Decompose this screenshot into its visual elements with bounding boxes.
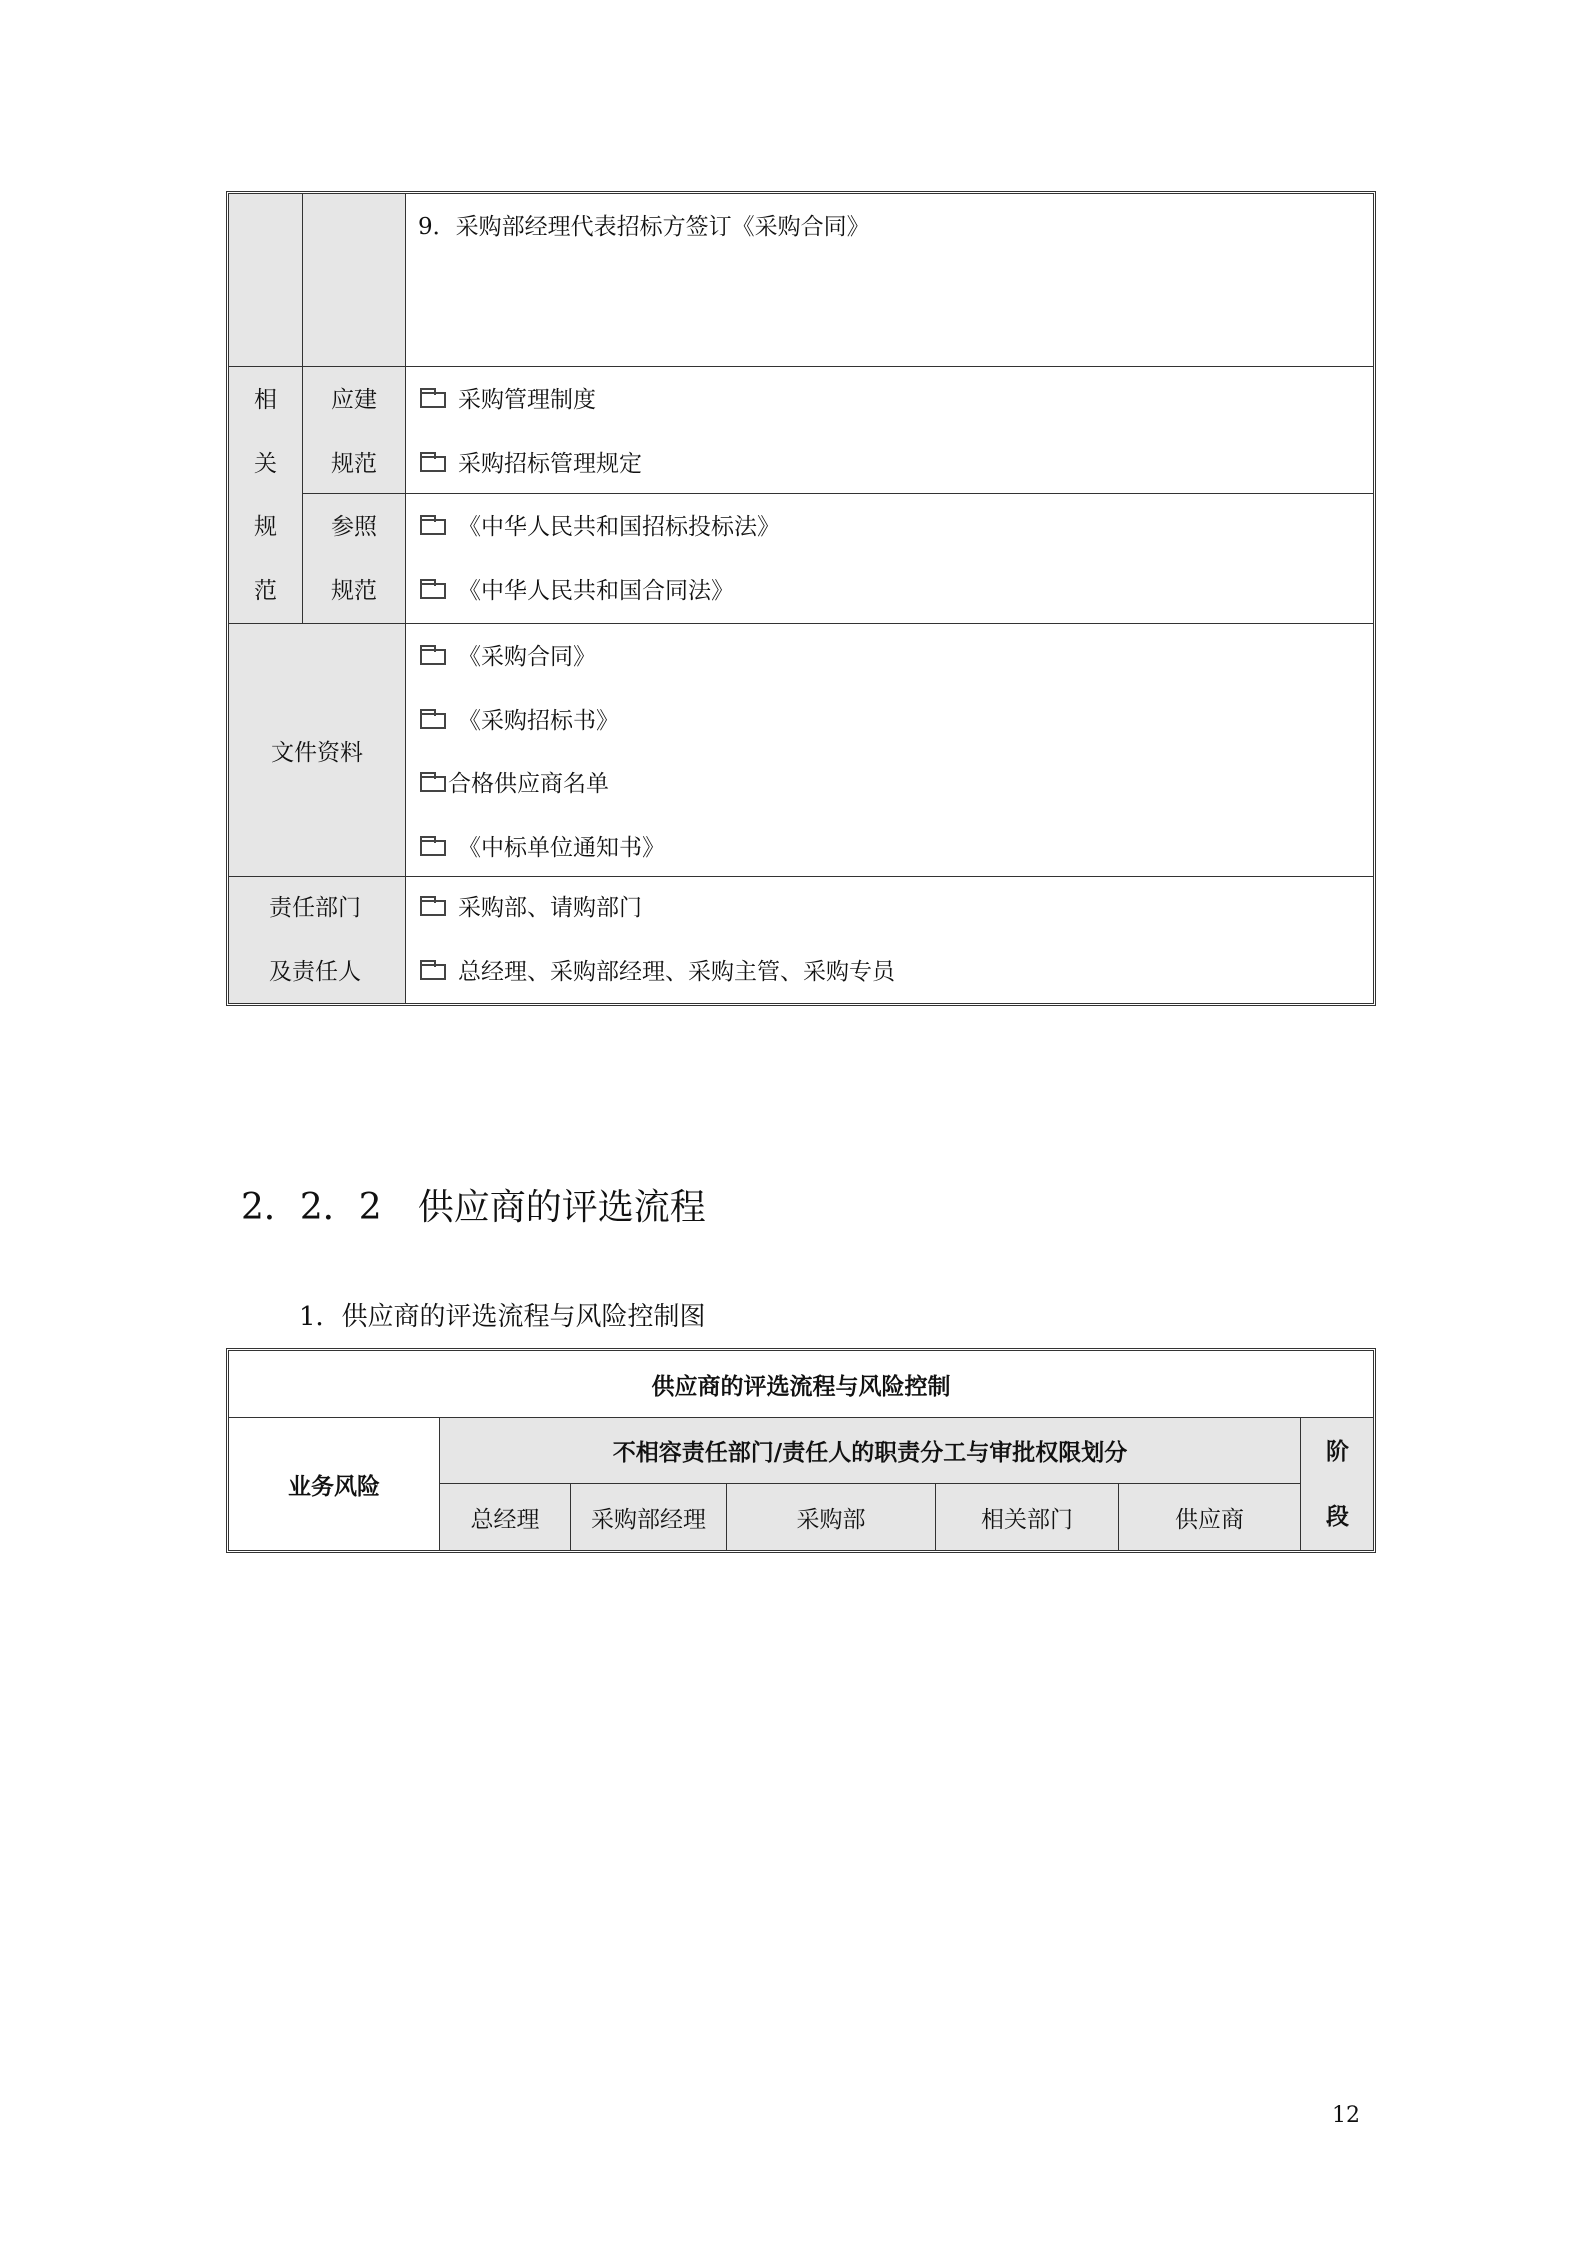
list-item [420,580,734,603]
folder-icon [420,649,446,665]
folder-icon [420,713,446,729]
table-title: 供应商的评选流程与风险控制 [228,1350,1374,1418]
list-item [420,897,642,920]
folder-icon [420,583,446,599]
reference-label [302,493,406,624]
label-text: 应建 [331,387,377,413]
label-text: 及责任人 [269,959,361,985]
label-text: 责任部门 [269,895,361,921]
item-text: 《中华人民共和国合同法》 [458,578,734,604]
label-char: 范 [254,578,277,604]
column-header: 供应商 [1118,1483,1301,1551]
list-item [420,646,596,669]
list-item [420,961,895,984]
label-char: 段 [1326,1503,1349,1530]
step-cell [405,193,1374,367]
folder-icon [420,392,446,408]
reference-items [405,493,1374,624]
label-char: 相 [254,387,277,413]
column-header: 采购部 [726,1483,936,1551]
empty-cell [302,193,406,367]
should-build-items [405,366,1374,494]
label-text: 规范 [331,451,377,477]
folder-icon [420,964,446,980]
label-text: 规范 [331,578,377,604]
folder-icon [420,900,446,916]
documents-label: 文件资料 [228,623,406,877]
folder-icon [420,776,446,792]
responsible-items [405,876,1374,1004]
folder-icon [420,519,446,535]
list-item [420,453,642,476]
item-text: 《采购招标书》 [458,708,619,734]
section-heading: 2．2．2 供应商的评选流程 [241,1187,706,1228]
item-text: 《中华人民共和国招标投标法》 [458,514,780,540]
folder-icon [420,456,446,472]
item-text: 采购管理制度 [458,387,596,413]
folder-icon [420,840,446,856]
label-char: 关 [254,451,277,477]
label-char: 阶 [1326,1438,1349,1465]
list-item [420,710,619,733]
empty-cell [228,193,303,367]
step-9-text: 9．采购部经理代表招标方签订《采购合同》 [418,214,870,240]
item-text: 《采购合同》 [458,644,596,670]
related-norms-label [228,366,303,624]
list-item [420,837,665,860]
business-risk-header: 业务风险 [228,1417,440,1551]
sub-heading: 1．供应商的评选流程与风险控制图 [299,1302,706,1332]
should-build-label [302,366,406,494]
column-header: 相关部门 [935,1483,1119,1551]
list-item [420,389,596,412]
stage-header [1300,1417,1374,1551]
item-text: 采购部、请购部门 [458,895,642,921]
column-header: 采购部经理 [570,1483,727,1551]
list-item [420,516,780,539]
item-text: 合格供应商名单 [448,771,609,797]
documents-items [405,623,1374,877]
item-text: 《中标单位通知书》 [458,835,665,861]
label-text: 参照 [331,514,377,540]
page-number: 12 [1332,2103,1360,2128]
list-item [420,773,609,796]
item-text: 总经理、采购部经理、采购主管、采购专员 [458,959,895,985]
responsible-label [228,876,406,1004]
item-text: 采购招标管理规定 [458,451,642,477]
division-header: 不相容责任部门/责任人的职责分工与审批权限划分 [439,1417,1301,1484]
column-header: 总经理 [439,1483,571,1551]
label-char: 规 [254,514,277,540]
